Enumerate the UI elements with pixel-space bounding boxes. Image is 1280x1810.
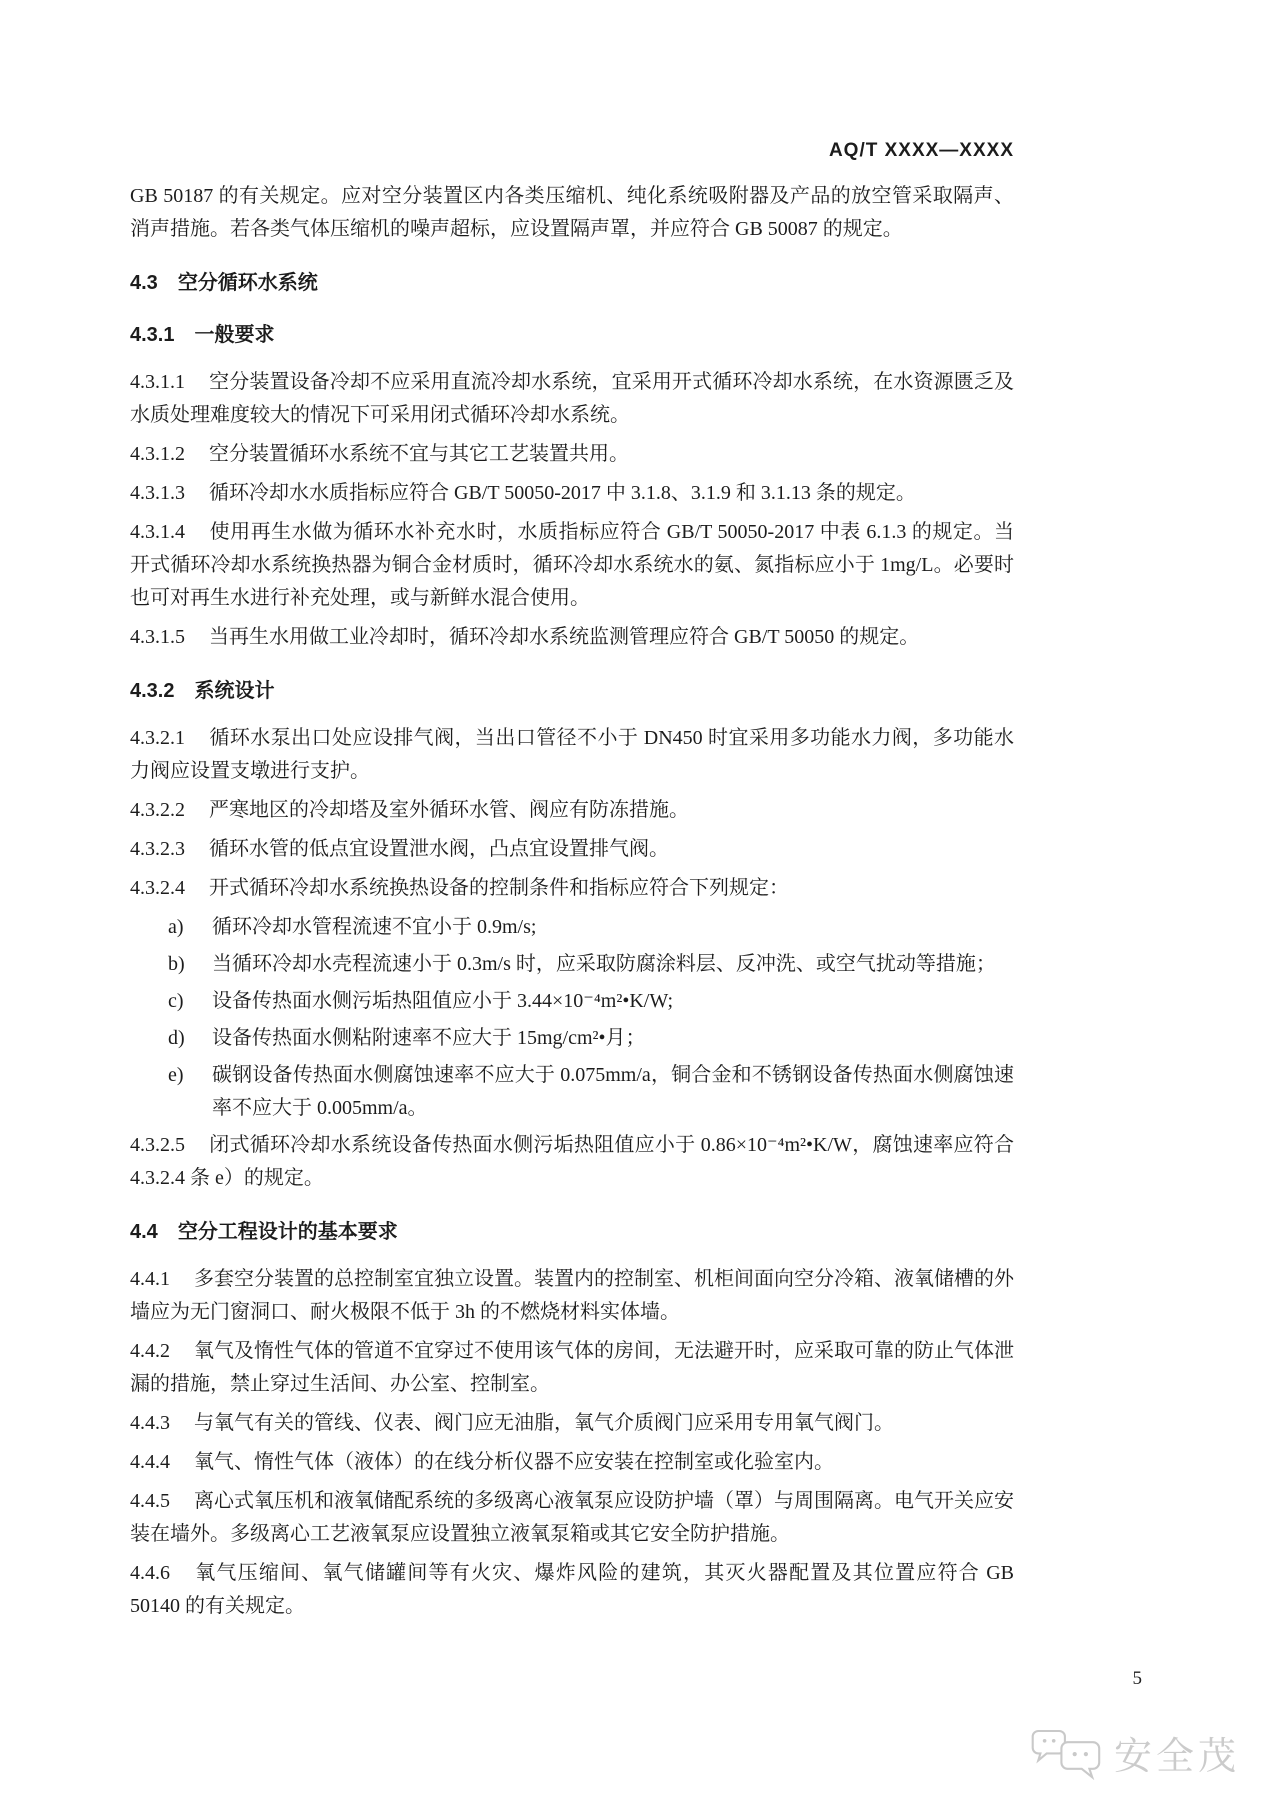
heading-text: 一般要求 <box>194 324 275 346</box>
list-marker: a) <box>168 916 184 938</box>
continuation-paragraph: GB 50187 的有关规定。应对空分装置区内各类压缩机、纯化系统吸附器及产品的放空管采取隔声、消声措施。若各类气体压缩机的噪声超标，应设置隔声罩，并应符合 GB 50087 的规定。 <box>130 185 1014 240</box>
clause-number: 4.3.2.4 <box>130 877 185 899</box>
clause-number: 4.3.2.5 <box>130 1134 185 1156</box>
clause-number: 4.3.2.2 <box>130 799 185 821</box>
clause-number: 4.3.2.3 <box>130 838 185 860</box>
document-body <box>130 180 1014 1629</box>
clause-number: 4.4.2 <box>130 1340 170 1362</box>
list-marker: e) <box>168 1064 184 1086</box>
heading-text: 系统设计 <box>194 680 275 702</box>
clause-paragraph: 4.3.2.3 循环水管的低点宜设置泄水阀，凸点宜设置排气阀。 <box>130 838 669 860</box>
clause-paragraph: 4.3.1.5 当再生水用做工业冷却时，循环冷却水系统监测管理应符合 GB/T 50050 的规定。 <box>130 626 920 648</box>
list-item: e) 碳钢设备传热面水侧腐蚀速率不应大于 0.075mm/a，铜合金和不锈钢设备传热面水侧腐蚀速率不应大于 0.005mm/a。 <box>130 1059 1014 1125</box>
clause-number: 4.3.2.1 <box>130 727 185 749</box>
section-heading <box>130 268 1014 298</box>
clause-number: 4.3.2 <box>130 680 175 702</box>
wechat-bubbles-icon <box>1028 1724 1106 1780</box>
clause-number: 4.4 <box>130 1221 158 1243</box>
section-heading <box>130 1217 1014 1247</box>
clause-number: 4.3.1.1 <box>130 371 185 393</box>
clause-paragraph: 4.3.2.2 严寒地区的冷却塔及室外循环水管、阀应有防冻措施。 <box>130 799 689 821</box>
clause-paragraph: 4.4.4 氧气、惰性气体（液体）的在线分析仪器不应安装在控制室或化验室内。 <box>130 1451 834 1473</box>
clause-number: 4.3.1.5 <box>130 626 185 648</box>
clause-paragraph: 4.3.1.2 空分装置循环水系统不宜与其它工艺装置共用。 <box>130 443 629 465</box>
list-marker: c) <box>168 990 184 1012</box>
clause-number: 4.3 <box>130 272 158 294</box>
standard-code: AQ/T XXXX—XXXX <box>828 140 1014 161</box>
clause-number: 4.4.1 <box>130 1268 170 1290</box>
document-header <box>130 140 1014 162</box>
section-heading <box>130 676 1014 706</box>
clause-paragraph: 4.3.1.4 使用再生水做为循环水补充水时，水质指标应符合 GB/T 50050-2017 中表 6.1.3 的规定。当开式循环冷却水系统换热器为铜合金材质时，循环冷却水系统水的氨、氮指标应小于 1mg/L。必要时也可对再生水进行补充处理，或与新鲜水混合使用。 <box>130 521 1014 609</box>
list-item: a) 循环冷却水管程流速不宜小于 0.9m/s; <box>130 911 1014 944</box>
clause-paragraph: 4.3.2.5 闭式循环冷却水系统设备传热面水侧污垢热阻值应小于 0.86×10⁻⁴m²•K/W，腐蚀速率应符合 4.3.2.4 条 e）的规定。 <box>130 1134 1014 1189</box>
clause-paragraph: 4.4.5 离心式氧压机和液氧储配系统的多级离心液氧泵应设防护墙（罩）与周围隔离。电气开关应安装在墙外。多级离心工艺液氧泵应设置独立液氧泵箱或其它安全防护措施。 <box>130 1490 1014 1545</box>
list-item: c) 设备传热面水侧污垢热阻值应小于 3.44×10⁻⁴m²•K/W; <box>130 985 1014 1018</box>
clause-paragraph: 4.4.2 氧气及惰性气体的管道不宜穿过不使用该气体的房间，无法避开时，应采取可靠的防止气体泄漏的措施，禁止穿过生活间、办公室、控制室。 <box>130 1340 1014 1395</box>
watermark-text: 安全茂 <box>1113 1735 1240 1778</box>
clause-paragraph: 4.3.2.1 循环水泵出口处应设排气阀，当出口管径不小于 DN450 时宜采用多功能水力阀，多功能水力阀应设置支墩进行支护。 <box>130 727 1014 782</box>
clause-number: 4.3.1.2 <box>130 443 185 465</box>
clause-number: 4.3.1.4 <box>130 521 185 543</box>
list-marker: b) <box>168 953 185 975</box>
clause-number: 4.3.1.3 <box>130 482 185 504</box>
clause-number: 4.3.1 <box>130 324 175 346</box>
section-heading <box>130 320 1014 350</box>
clause-paragraph: 4.4.6 氧气压缩间、氧气储罐间等有火灾、爆炸风险的建筑，其灭火器配置及其位置应符合 GB 50140 的有关规定。 <box>130 1562 1014 1617</box>
clause-paragraph: 4.3.2.4 开式循环冷却水系统换热设备的控制条件和指标应符合下列规定： <box>130 877 789 899</box>
clause-paragraph: 4.3.1.1 空分装置设备冷却不应采用直流冷却水系统，宜采用开式循环冷却水系统，在水资源匮乏及水质处理难度较大的情况下可采用闭式循环冷却水系统。 <box>130 371 1014 426</box>
clause-number: 4.4.5 <box>130 1490 170 1512</box>
heading-text: 空分工程设计的基本要求 <box>177 1221 398 1243</box>
heading-text: 空分循环水系统 <box>177 272 318 294</box>
list-item: d) 设备传热面水侧粘附速率不应大于 15mg/cm²•月； <box>130 1022 1014 1055</box>
clause-number: 4.4.6 <box>130 1562 170 1584</box>
clause-number: 4.4.4 <box>130 1451 170 1473</box>
list-marker: d) <box>168 1027 185 1049</box>
clause-paragraph: 4.4.3 与氧气有关的管线、仪表、阀门应无油脂，氧气介质阀门应采用专用氧气阀门。 <box>130 1412 894 1434</box>
clause-paragraph: 4.4.1 多套空分装置的总控制室宜独立设置。装置内的控制室、机柜间面向空分冷箱、液氧储槽的外墙应为无门窗洞口、耐火极限不低于 3h 的不燃烧材料实体墙。 <box>130 1268 1014 1323</box>
list-item: b) 当循环冷却水壳程流速小于 0.3m/s 时，应采取防腐涂料层、反冲洗、或空气扰动等措施； <box>130 948 1014 981</box>
page-number: 5 <box>1132 1668 1142 1689</box>
clause-number: 4.4.3 <box>130 1412 170 1434</box>
clause-paragraph: 4.3.1.3 循环冷却水水质指标应符合 GB/T 50050-2017 中 3.1.8、3.1.9 和 3.1.13 条的规定。 <box>130 482 916 504</box>
watermark <box>1028 1724 1240 1780</box>
